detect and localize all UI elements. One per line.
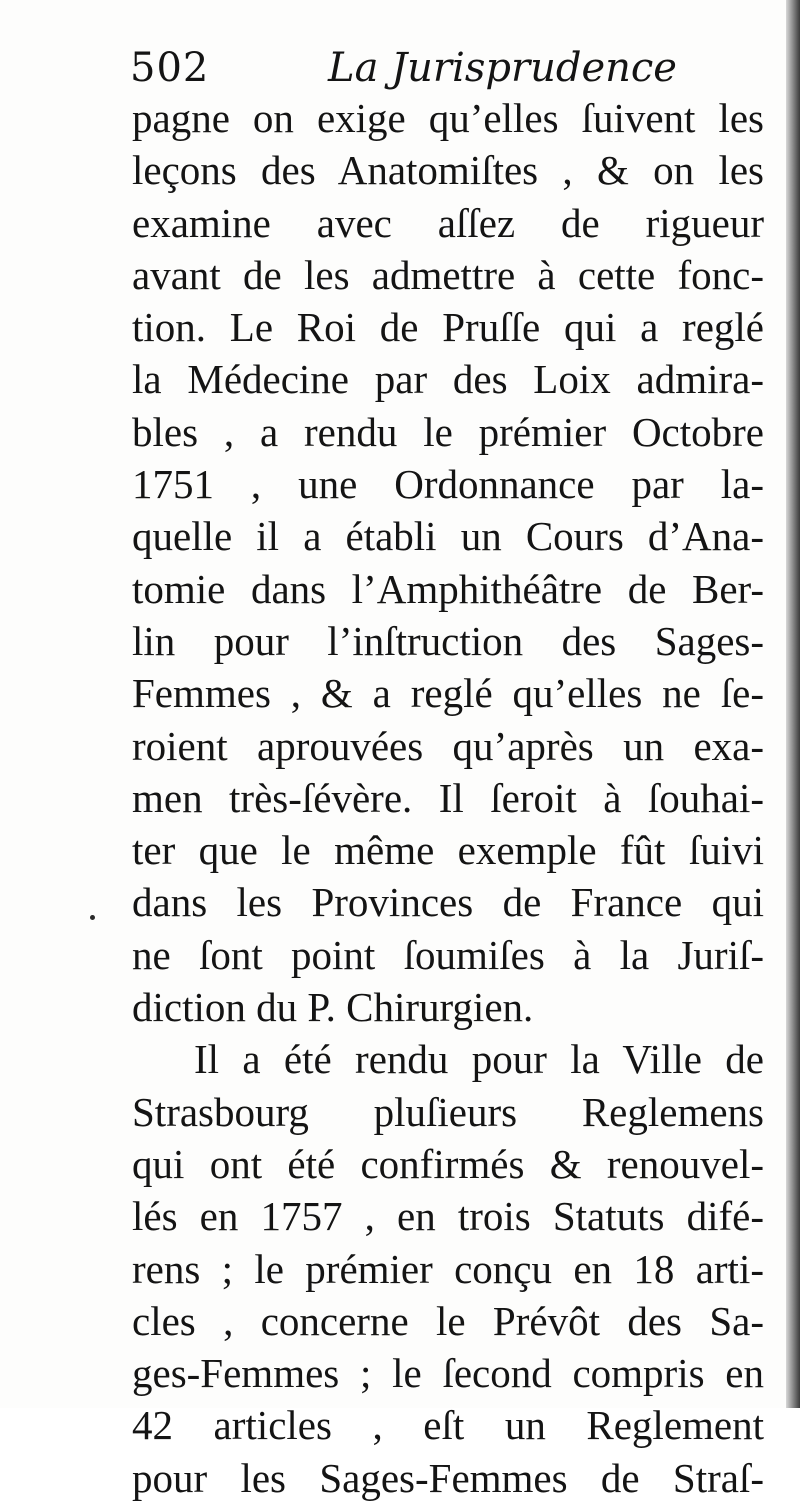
text-line: 42 articles , eſt un Reglement xyxy=(132,1402,764,1449)
text-line: lés en 1757 , en trois Statuts difé- xyxy=(132,1193,764,1240)
text-line: cles , concerne le Prévôt des Sa- xyxy=(132,1297,764,1344)
text-line: examine avec aſſez de rigueur xyxy=(132,199,764,246)
text-line: tion. Le Roi de Pruſſe qui a reglé xyxy=(132,304,764,351)
text-line: roient aprouvées qu’après un exa- xyxy=(132,722,764,769)
page-header xyxy=(130,40,760,96)
paragraph-start-line: Il a été rendu pour la Ville de xyxy=(194,1036,764,1083)
page-edge-shadow xyxy=(786,0,800,1408)
text-line: tomie dans l’Amphithéâtre de Ber- xyxy=(132,565,764,612)
text-line: dans les Provinces de France qui xyxy=(132,879,764,926)
text-line: men très-ſévère. Il ſeroit à ſouhai- xyxy=(132,774,764,821)
text-line: ne ſont point ſoumiſes à la Juriſ- xyxy=(132,931,764,978)
page-number: 502 xyxy=(130,45,210,91)
text-line: qui ont été confirmés & renouvel- xyxy=(132,1140,764,1187)
text-line: 1751 , une Ordonnance par la- xyxy=(132,461,764,508)
text-line: Strasbourg pluſieurs Reglemens xyxy=(132,1088,764,1135)
paragraph-end-line: diction du P. Chirurgien. xyxy=(132,984,534,1031)
text-line: Femmes , & a reglé qu’elles ne ſe- xyxy=(132,670,764,717)
body-text xyxy=(132,92,764,1504)
text-line: pagne on exige qu’elles ſuivent les xyxy=(132,95,764,141)
text-line: avant de les admettre à cette fonc- xyxy=(132,251,764,298)
text-line: rens ; le prémier conçu en 18 arti- xyxy=(132,1245,764,1292)
text-line: quelle il a établi un Cours d’Ana- xyxy=(132,513,764,560)
text-line: pour les Sages-Femmes de Straſ- xyxy=(132,1454,764,1501)
text-line: ter que le même exemple fût ſuivi xyxy=(132,827,764,874)
text-line: lin pour l’inſtruction des Sages- xyxy=(132,617,764,664)
ink-speck xyxy=(90,915,95,920)
running-head: La Jurisprudence xyxy=(328,45,677,91)
text-line: ges-Femmes ; le ſecond compris en xyxy=(132,1350,764,1397)
text-line: bles , a rendu le prémier Octobre xyxy=(132,408,764,455)
text-line: leçons des Anatomiſtes , & on les xyxy=(132,147,764,194)
text-line: la Médecine par des Loix admira- xyxy=(132,356,764,403)
